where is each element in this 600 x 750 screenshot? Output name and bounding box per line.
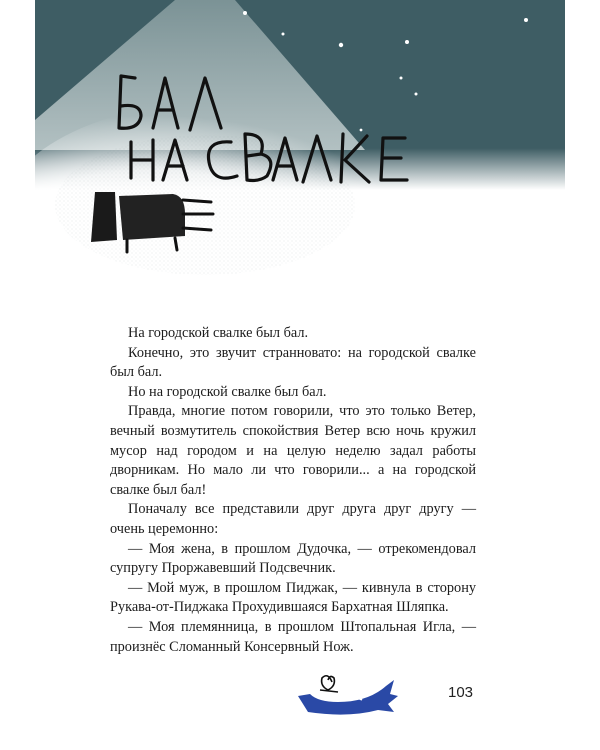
paragraph-3: Но на городской свалке был бал. xyxy=(128,383,327,400)
paragraph-7: — Мой муж, в прошлом Пиджак, — кивнула в сторону Рукава-от-Пиджака Прохудившаяся Бархатная Шляпка. xyxy=(110,579,476,616)
paragraph-8: — Моя племянница, в прошлом Штопальная Игла, — произнёс Сломанный Консервный Нож. xyxy=(110,618,476,655)
footer-illustration xyxy=(298,668,408,735)
paragraph-5: Поначалу все представили друг друга друг другу — очень церемонно: xyxy=(110,501,476,537)
paragraph-6: — Моя жена, в прошлом Дудочка, — отрекомендовал супругу Проржавевший Подсвечник. xyxy=(110,540,476,577)
chapter-text xyxy=(110,324,476,657)
boat-icon xyxy=(298,668,408,730)
chapter-illustration xyxy=(35,0,565,320)
paragraph-2: Конечно, это звучит странновато: на городской свалке был бал. xyxy=(110,344,476,381)
chapter-illustration-svg xyxy=(35,0,565,320)
paragraph-4: Правда, многие потом говорили, что это только Ветер, вечный возмутитель спокойствия Ветер всю ночь кружил мусор над городом и на целую неделю задал работы дворникам. Но мало ли что говорили... а на городской свалке был бал! xyxy=(110,403,476,498)
page-number: 103 xyxy=(448,684,474,701)
paragraph-1: На городской свалке был бал. xyxy=(128,325,309,341)
